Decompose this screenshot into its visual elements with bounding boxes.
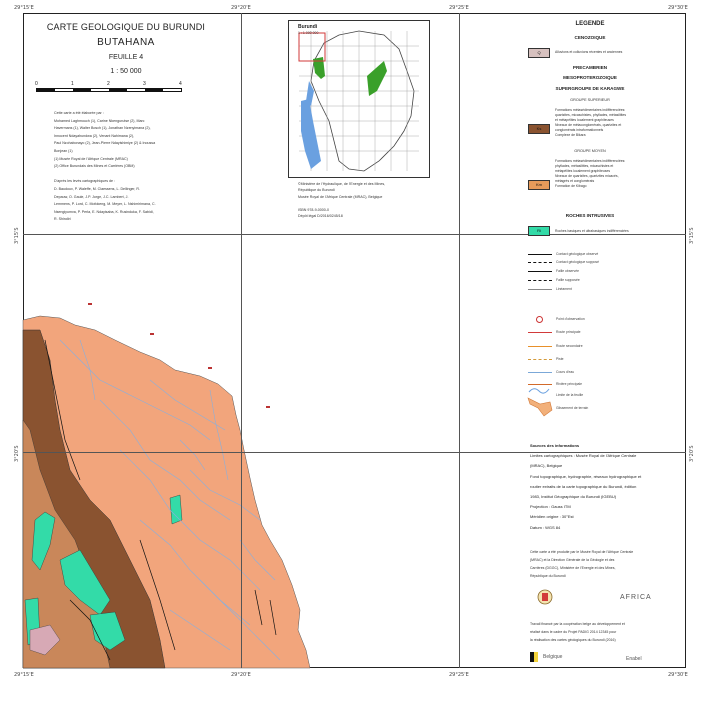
inset-map-drawing — [289, 21, 429, 177]
legend-intrusive-head: ROCHES INTRUSIVES — [565, 213, 615, 218]
legend-swatch-upper: Ks — [528, 124, 550, 134]
scale-tick: 0 — [35, 81, 38, 87]
legend-group-middle: GROUPE MOYEN — [574, 149, 606, 153]
source-line: (MRAC), Belgique — [530, 463, 563, 469]
legend-line-fault-supposed — [528, 280, 552, 281]
sources-block — [530, 441, 680, 533]
scale-tick: 1 — [71, 81, 74, 87]
coord-tick-left: 3°20'S — [14, 445, 20, 462]
sheet-limit-icon — [528, 384, 550, 396]
legend-text-intrusive: Roches basiques et ultrabasiques indifférenciées — [555, 229, 629, 233]
scale-tick: 2 — [107, 81, 110, 87]
grid-line — [23, 234, 686, 235]
legend-text-cenozoic: Alluvions et colluvions récentes et anciennes — [555, 50, 623, 54]
coord-tick-left: 3°15'S — [14, 227, 20, 244]
legend-supergroup: SUPERGROUPE DE KARAGWE — [555, 86, 625, 91]
legend-line-fault — [528, 271, 552, 272]
belgium-flag-icon — [530, 652, 538, 662]
legend-symbol-label: Rivière principale — [556, 382, 583, 386]
coord-tick-bottom: 29°30'E — [668, 672, 688, 678]
credit-line: (1) Musée Royal de l'Afrique Centrale (MRAC) — [54, 156, 128, 161]
credit-line: D. Baudoux, P. Waleffe, M. Claessens, L. Dellinger, R. — [54, 186, 141, 191]
credit-line: Cette carte a été élaborée par : — [54, 111, 104, 115]
credit-line: Havermans (1), Walter Bosch (1), Jonathan Nzenyimana (2), — [54, 126, 151, 131]
legend-symbol-label: Piste — [556, 357, 564, 361]
inset-scale: 1 : 1 000 000 — [298, 31, 319, 35]
legend-line-contact-supposed — [528, 262, 552, 263]
scale-tick: 4 — [179, 81, 182, 87]
source-line: routier extraits de la carte topographique du Burundi, édition — [530, 483, 637, 489]
coord-tick-bottom: 29°25'E — [449, 672, 469, 678]
coord-tick-top: 29°30'E — [668, 5, 688, 11]
sheet-name: BUTAHANA — [97, 37, 155, 48]
map-title: CARTE GEOLOGIQUE DU BURUNDI — [46, 22, 206, 32]
credit-line: Nsengiyumva, P. Perla, E. Ndayisaba, K. Rusinduka, F. Sabidi, — [54, 209, 154, 214]
legend-symbol-label: Cours d'eau — [556, 370, 575, 374]
scale-label: 1 : 50 000 — [110, 68, 142, 75]
burundi-emblem-icon — [536, 588, 554, 606]
source-line: Fond topographique, hydrographie, réseaux hydrographique et — [530, 473, 642, 479]
credit-line: (2) Office Burundais des Mines et Carrières (OBM) — [54, 164, 135, 169]
legend-swatch-intrusive: Ri — [528, 226, 550, 236]
legend-symbol-stream — [528, 372, 552, 373]
coord-tick-right: 3°20'S — [689, 445, 695, 462]
intrusive-body — [170, 495, 182, 524]
credit-line: Lemmens, P. Lord, C. Mofokeng, M. Meyer, L. Nshimirimana, C. — [54, 202, 156, 207]
legend-swatch-middle: Km — [528, 180, 550, 190]
landslide-icon — [526, 396, 556, 418]
publisher-line: ISBN 978-9-0000-0 — [298, 207, 329, 212]
legend-line-label: Contact géologique supposé — [556, 260, 599, 264]
legend-line-label: Contact géologique observé — [556, 252, 599, 256]
credit-line: Bonjean (1) — [54, 148, 73, 153]
legend-line-label: Faille supposée — [556, 278, 580, 282]
publisher-block — [298, 181, 448, 219]
belgium-logo: Belgique — [543, 654, 563, 660]
funding-note: Travail financé par la coopération belge au développement et réalisé dans le cadre du Projet PADIG 2014 12345 pour la réalisation des cartes géologiques du Burundi (2016) — [530, 622, 625, 642]
legend-line-label: Linéament — [556, 287, 572, 291]
publisher-line: ©Ministère de l'Hydraulique, de l'Energie et des Mines, — [298, 182, 386, 186]
africa-museum-logo: AFRICA — [620, 594, 652, 601]
legend-era-precambrian: PRECAMBRIEN — [572, 65, 608, 70]
observation-dot-icon — [536, 316, 543, 323]
credit-line: R. Shindiri — [54, 217, 71, 222]
publisher-line: République du Burundi — [298, 188, 335, 193]
scale-tick: 3 — [143, 81, 146, 87]
credit-line: D'après les levés cartographiques de : — [54, 179, 116, 184]
source-line: Datum : WGS 84 — [530, 524, 561, 530]
legend-symbol-track — [528, 359, 552, 360]
legend-era-meso: MESOPROTEROZOIQUE — [563, 75, 617, 80]
scale-bar — [36, 88, 182, 92]
coord-tick-top: 29°15'E — [14, 5, 34, 11]
coord-tick-top: 29°20'E — [231, 5, 251, 11]
legend-era-cenozoic: CENOZOIQUE — [574, 35, 606, 40]
credit-line: Innocent Ndayahundwa (2), Venant Nahimana (2), — [54, 133, 135, 138]
source-line: 1983, Institut Géographique du Burundi (IGEBU) — [530, 494, 617, 500]
source-line: Projection : Gauss ITM — [530, 504, 571, 510]
coord-tick-bottom: 29°20'E — [231, 672, 251, 678]
coord-tick-top: 29°25'E — [449, 5, 469, 11]
inset-title: Burundi — [298, 24, 318, 30]
sheet-number: FEUILLE 4 — [108, 54, 144, 61]
credit-line: Depauw, O. Gaule, J.P. Jorge, J.C. Lambert, J. — [54, 194, 129, 199]
legend-group-upper: GROUPE SUPERIEUR — [570, 98, 610, 102]
legend-text-middle: Formations métasédimentaires indifférenciées: phyllades, métasiltites, micaschistes et métapélites localement graphiteuses Niveaux de quartzites, quartzites micacés, métagrès et conglomérats Formation de Kibago — [555, 159, 626, 188]
coord-tick-bottom: 29°15'E — [14, 672, 34, 678]
legend-symbol-road-main — [528, 332, 552, 333]
grid-line — [241, 13, 242, 668]
credit-line: Mohamed Laghmouch (1), Carine Nkengurutse (2), Marc — [54, 118, 145, 123]
coord-tick-right: 3°15'S — [689, 227, 695, 244]
legend-symbol-label: Limite de la feuille — [556, 393, 584, 397]
legend-text-upper: Formations métasédimentaires indifférenciées: quartzites, micaschistes, phyllades, métasiltites et métapélites localement graphiteuses Niveaux de métaconglomérats, quartzites et conglomérats intraformationnels Complexe de Bikara — [555, 108, 627, 137]
inset-map — [288, 20, 430, 178]
legend-symbol-label: Route secondaire — [556, 344, 583, 348]
legend-symbol-label: Point d'observation — [556, 317, 585, 321]
legend-line-lineament — [528, 289, 552, 290]
credit-line — [54, 171, 234, 179]
legend-line-contact — [528, 254, 552, 255]
legend-symbol-label: Route principale — [556, 330, 581, 334]
legend-swatch-cenozoic: Q — [528, 48, 550, 58]
sources-title: Sources des informations — [530, 443, 580, 448]
publisher-line: Musée Royal de l'Afrique Centrale (MRAC), Belgique — [298, 194, 383, 199]
credits-block — [54, 110, 234, 224]
source-line: Limites cartographiques : Musée Royal de l'Afrique Centrale — [530, 453, 637, 459]
legend-symbol-road-secondary — [528, 346, 552, 347]
legend-line-label: Faille observée — [556, 269, 579, 273]
enabel-logo: Enabel — [626, 656, 642, 662]
legend-title: LEGENDE — [575, 21, 605, 27]
production-note: Cette carte a été produite par le Musée Royal de l'Afrique Centrale (MRAC) et la Direction Générale de la Géologie et des Carrières (DGGC), Ministère de l'Energie et des Mines, République du Burundi — [530, 550, 634, 578]
legend-symbol-label: Glissement de terrain — [556, 406, 589, 410]
publisher-line: Dépôt légal D/2016/0245/18 — [298, 214, 343, 219]
grid-line — [459, 13, 460, 668]
credit-line: Paul Nzohabonayo (2), Jean-Pierre Ndayishimiye (2) & Inoussa — [54, 141, 156, 146]
source-line: Méridien origine : 30°Est — [530, 514, 574, 520]
